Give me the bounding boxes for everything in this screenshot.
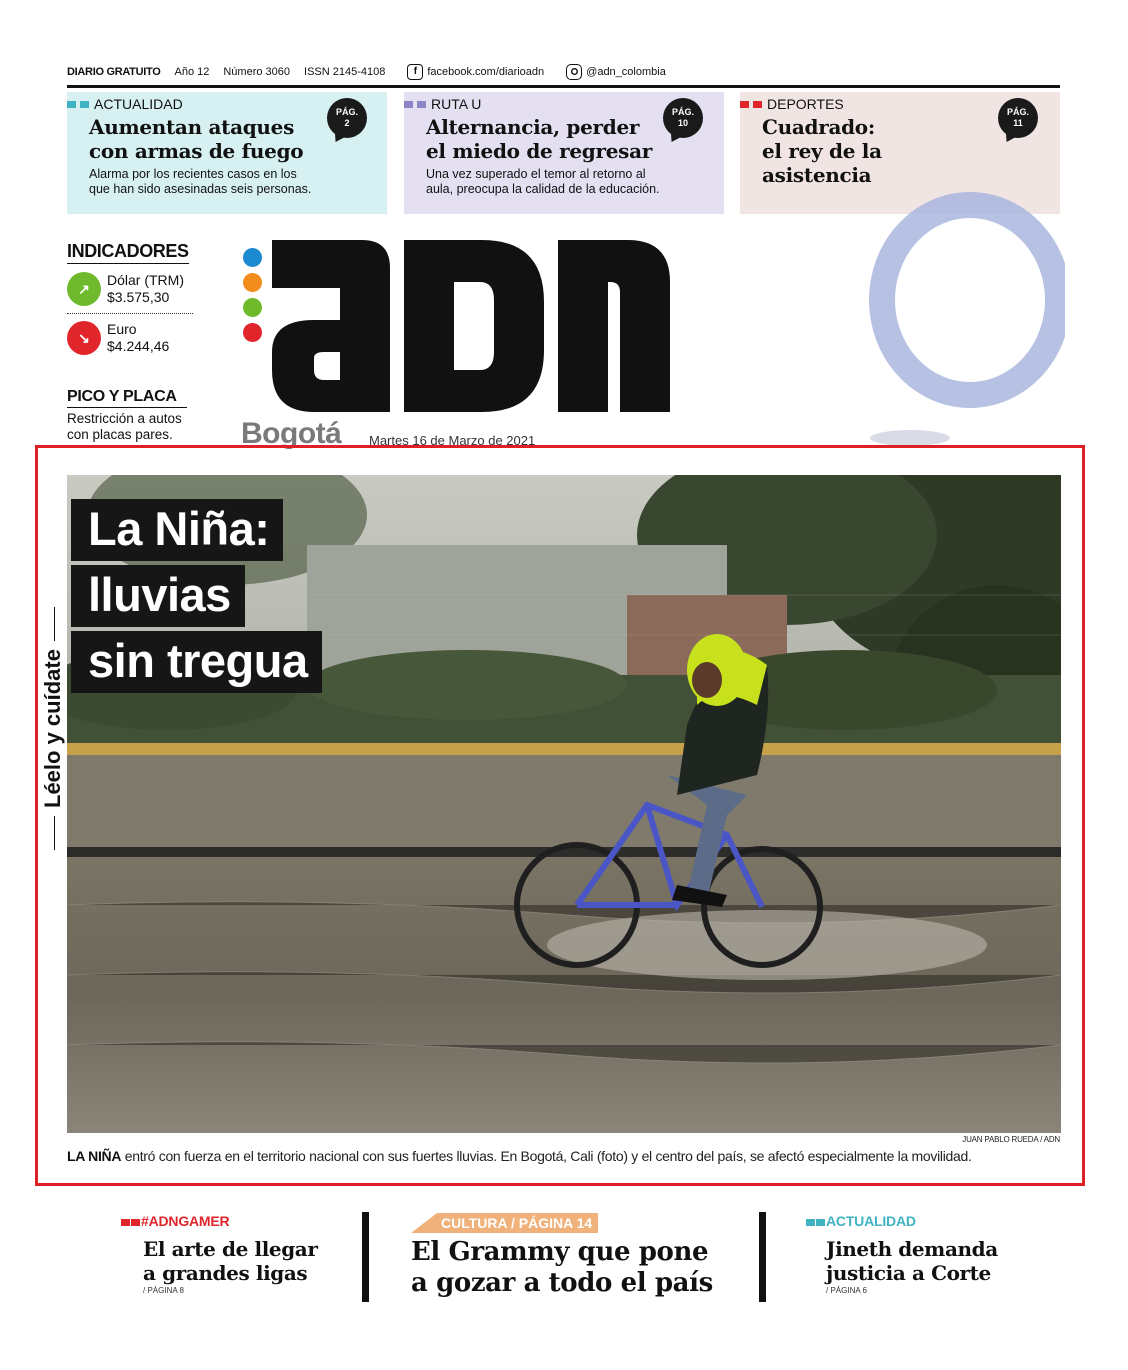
page-bubble: PÁG. 11 (998, 98, 1038, 138)
section-square-icon (753, 101, 762, 108)
facebook-link[interactable] (407, 64, 544, 80)
bottom-teaser-actualidad[interactable] (806, 1213, 998, 1295)
indicator-divider (67, 313, 193, 314)
section-square-icon (67, 101, 76, 108)
bottom-page: / PÁGINA 8 (143, 1286, 184, 1295)
logo-dots (243, 248, 262, 342)
bottom-teaser-gamer[interactable] (121, 1213, 318, 1295)
edition-date: Martes 16 de Marzo de 2021 (369, 433, 536, 448)
bottom-title: El arte de llegar a grandes ligas (143, 1237, 318, 1285)
year-label: Año 12 (174, 65, 210, 78)
section-square-icon (80, 101, 89, 108)
teaser-ruta-u[interactable] (404, 92, 724, 214)
section-square-icon (417, 101, 426, 108)
page-bubble: PÁG. 2 (327, 98, 367, 138)
bottom-teaser-cultura[interactable] (411, 1213, 713, 1299)
dolar-text: Dólar (TRM) $3.575,30 (107, 272, 184, 305)
photo-caption: LA NIÑA entró con fuerza en el territorio nacional con sus fuertes lluvias. En Bogotá, Cali (foto) y el centro del país, se afectó especialmente la movilidad. (67, 1148, 972, 1164)
teaser-section: RUTA U (431, 96, 482, 112)
logo-dot-green (243, 298, 262, 317)
teaser-section: DEPORTES (767, 96, 844, 112)
brand-label: DIARIO GRATUITO (67, 65, 161, 78)
edition-city: Bogotá (241, 417, 342, 450)
column-divider (759, 1212, 766, 1302)
teaser-title: Aumentan ataques con armas de fuego (89, 115, 304, 163)
column-divider (362, 1212, 369, 1302)
headline-line-3: sin tregua (71, 631, 322, 693)
photo-credit: JUAN PABLO RUEDA / ADN (962, 1135, 1060, 1144)
facebook-handle: facebook.com/diarioadn (427, 65, 545, 78)
side-label: Léelo y cuídate (40, 599, 66, 858)
trend-down-icon: ↘ (67, 321, 101, 355)
section-square-icon (740, 101, 749, 108)
teaser-summary: Alarma por los recientes casos en los que han sido asesinadas seis personas. (89, 167, 312, 196)
bottom-kicker: #ADNGAMER (121, 1213, 318, 1229)
issue-number: Número 3060 (223, 65, 291, 78)
adn-logo[interactable] (262, 240, 674, 412)
pico-placa-title: PICO Y PLACA (67, 388, 177, 405)
pico-placa-text: Restricción a autos con placas pares. (67, 411, 182, 442)
bottom-kicker: ACTUALIDAD (806, 1213, 998, 1229)
indicator-dolar (67, 272, 184, 306)
bottom-kicker: CULTURA / PÁGINA 14 (411, 1213, 598, 1233)
bottom-title: El Grammy que pone a gozar a todo el país (411, 1237, 713, 1298)
indicator-euro (67, 321, 169, 355)
main-headline (71, 499, 322, 697)
headline-line-1: La Niña: (71, 499, 283, 561)
page-bubble: PÁG. 10 (663, 98, 703, 138)
issn-label: ISSN 2145-4108 (304, 65, 386, 78)
trend-up-icon: ↗ (67, 272, 101, 306)
section-square-icon (404, 101, 413, 108)
facebook-icon: f (407, 64, 423, 80)
euro-text: Euro $4.244,46 (107, 321, 170, 354)
instagram-handle: @adn_colombia (586, 65, 666, 78)
instagram-icon (566, 64, 582, 80)
teaser-title: Cuadrado: el rey de la asistencia (762, 115, 882, 187)
headline-line-2: lluvias (71, 565, 245, 627)
logo-dot-red (243, 323, 262, 342)
teaser-title: Alternancia, perder el miedo de regresar (426, 115, 652, 163)
logo-dot-blue (243, 248, 262, 267)
instagram-link[interactable] (566, 64, 666, 80)
indicators-title: INDICADORES (67, 241, 189, 261)
top-info-bar (67, 58, 1060, 88)
teaser-section: ACTUALIDAD (94, 96, 183, 112)
teaser-summary: Una vez superado el temor al retorno al aula, preocupa la calidad de la educación. (426, 167, 660, 196)
teaser-actualidad[interactable] (67, 92, 387, 214)
player-illustration (815, 180, 1065, 460)
bottom-page: / PÁGINA 6 (826, 1286, 867, 1295)
logo-dot-orange (243, 273, 262, 292)
bottom-title: Jineth demanda justicia a Corte (826, 1237, 998, 1285)
